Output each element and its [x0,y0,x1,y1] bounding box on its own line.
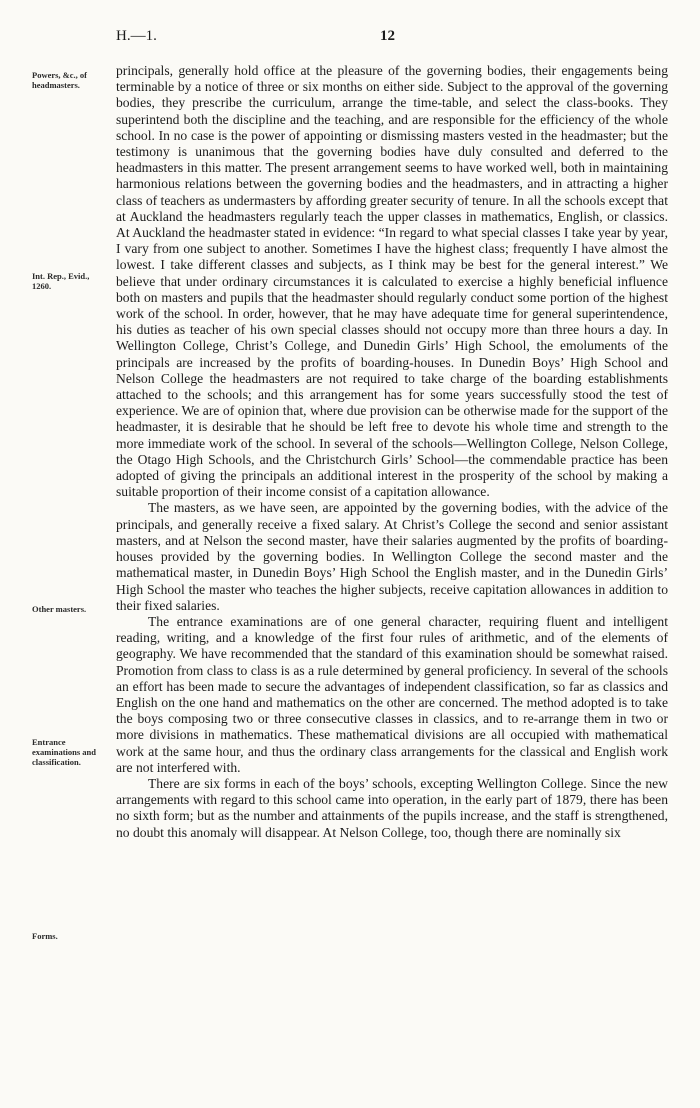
margin-note-other-masters: Other masters. [32,604,87,614]
paragraph-forms: There are six forms in each of the boys’ schools, excepting Wellington College. Since the new arrangements with regard to this school came into operation, in the early part of 1879, there has been no sixth form; but as the number and attainments of the pupils increase, and the staff is strengthened, no doubt this anomaly will disappear. At Nelson College, too, though there are nominally six [116,775,668,840]
main-text [116,63,668,841]
margin-note-forms: Forms. [32,931,58,941]
paragraph-entrance-examinations: The entrance examinations are of one general character, requiring fluent and intelligent reading, writing, and a knowledge of the first four rules of arithmetic, and of the elements of geography. We have recommended that the standard of this examination should be somewhat raised. Promotion from class to class is as a rule determined by general proficiency. In several of the schools an effort has been made to secure the advantages of independent classification, so far as classics and English on the one hand and mathematics on the other are concerned. The method adopted is to take the boys composing two or three consecutive classes in classics, and to re-arrange them in two or more divisions in mathematics. These mathematical divisions are all occupied with mathematical work at the same hour, and thus the ordinary class arrangements for the classical and English work are not interfered with. [116,613,668,775]
margin-note-int-rep: Int. Rep., Evid., 1260. [32,271,90,291]
paragraph-other-masters: The masters, as we have seen, are appointed by the governing bodies, with the advice of the principals, and generally receive a fixed salary. At Christ’s College the second and senior assistant masters, and at Nelson the second master, have their salaries augmented by the profits of boarding-houses provided by the governing bodies. In Wellington College the second master and the mathematical master, in Dunedin Boys’ High School the English master, and in the Dunedin Girls’ High School the master who teaches the higher subjects, receive capitation allowances in addition to their fixed salaries. [116,500,668,613]
margin-note-entrance-examinations: Entrance examinations and classification. [32,737,96,767]
page-header [0,28,700,48]
page-number: 12 [380,28,395,44]
margin-note-powers: Powers, &c., of headmasters. [32,70,87,90]
paragraph-headmasters: principals, generally hold office at the pleasure of the governing bodies, their engagements being terminable by a notice of three or six months on either side. Subject to the approval of the governing bodies, they prescribe the curriculum, arrange the time-table, and select the class-books. They superintend both the discipline and the teaching, and are responsible for the efficiency of the whole school. In no case is the power of appointing or dismissing masters vested in the headmaster; but the testimony is unanimous that the governing bodies have duly consulted and deferred to the headmasters in this matter. The present arrangement seems to have worked well, both in maintaining harmonious relations between the governing bodies and the headmasters, and in attracting a higher class of teachers as undermasters by affording greater security of tenure. In all the schools except that at Auckland the headmasters regularly teach the upper classes in mathematics, English, or classics. At Auckland the headmaster stated in evidence: “In regard to what special classes I take year by year, I vary from one subject to another. Sometimes I have the highest class; frequently I have almost the lowest. I take different classes and subjects, as I think may be best for the general interest.” We believe that under ordinary circumstances it is calculated to exercise a highly beneficial influence both on masters and pupils that the headmaster should regularly conduct some portion of the highest work of the school. In order, however, that he may have adequate time for general superintendence, his duties as teacher of his own special classes should not occupy more than three hours a day. In Wellington College, Christ’s College, and Dunedin Girls’ High School, the emoluments of the principals are increased by the profits of boarding-houses. In Dunedin Boys’ High School and Nelson College the headmasters are not required to take charge of the boarding establishments attached to the schools; and this arrangement has for some years successfully stood the test of experience. We are of opinion that, where due provision can be otherwise made for the support of the headmaster, it is desirable that he should be left free to devote his whole time and strength to the more immediate work of the school. In several of the schools—Wellington College, Nelson College, the Otago High Schools, and the Christchurch Girls’ School—the commendable practice has been adopted of giving the principals an additional interest in the prosperity of the school by making a suitable proportion of their income consist of a capitation allowance. [116,63,668,500]
document-reference: H.—1. [116,28,157,44]
